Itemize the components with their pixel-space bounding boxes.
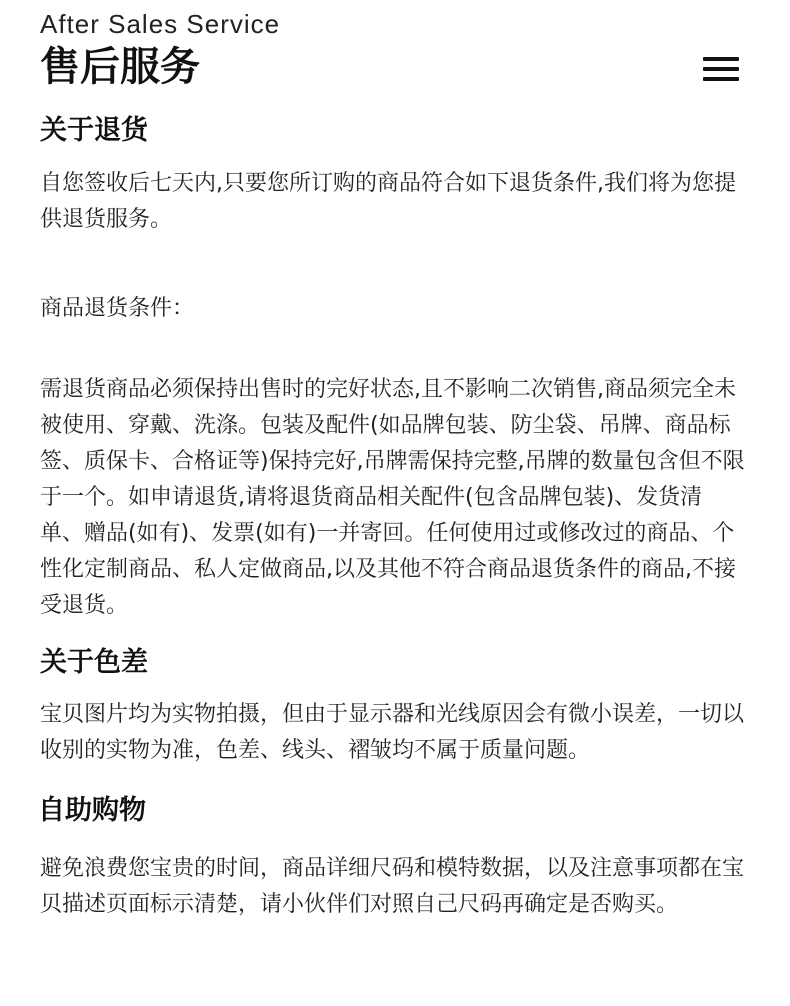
section-title-color: 关于色差 [40,647,148,678]
section-title-self-service: 自助购物 [38,795,146,826]
page-title: 售后服务 [40,44,200,90]
section-title-returns: 关于退货 [40,115,148,146]
page-subtitle: After Sales Service [40,9,281,39]
menu-button[interactable] [703,56,741,84]
hamburger-menu-icon-line [703,77,739,81]
returns-conditions-text: 需退货商品必须保持出售时的完好状态,且不影响二次销售,商品须完全未被使用、穿戴、洗涤。包装及配件(如品牌包装、防尘袋、吊牌、商品标签、质保卡、合格证等)保持完好,吊牌需保持完整,吊牌的数量包含但不限于一个。如申请退货,请将退货商品相关配件(包含品牌包装)、发货清单、赠品(如有)、发票(如有)一并寄回。任何使用过或修改过的商品、个性化定制商品、私人定做商品,以及其他不符合商品退货条件的商品,不接受退货。 [40,377,745,618]
returns-intro-text: 自您签收后七天内,只要您所订购的商品符合如下退货条件,我们将为您提供退货服务。 [40,171,736,232]
hamburger-menu-icon [703,57,739,61]
page-header [40,8,750,90]
self-service-text: 避免浪费您宝贵的时间，商品详细尺码和模特数据，以及注意事项都在宝贝描述页面标示清楚，请小伙伴们对照自己尺码再确定是否购买。 [40,856,745,917]
color-text: 宝贝图片均为实物拍摄，但由于显示器和光线原因会有微小误差，一切以收别的实物为准，色差、线头、褶皱均不属于质量问题。 [40,702,745,763]
hamburger-menu-icon-line [703,67,739,71]
returns-conditions-label: 商品退货条件： [40,296,195,321]
